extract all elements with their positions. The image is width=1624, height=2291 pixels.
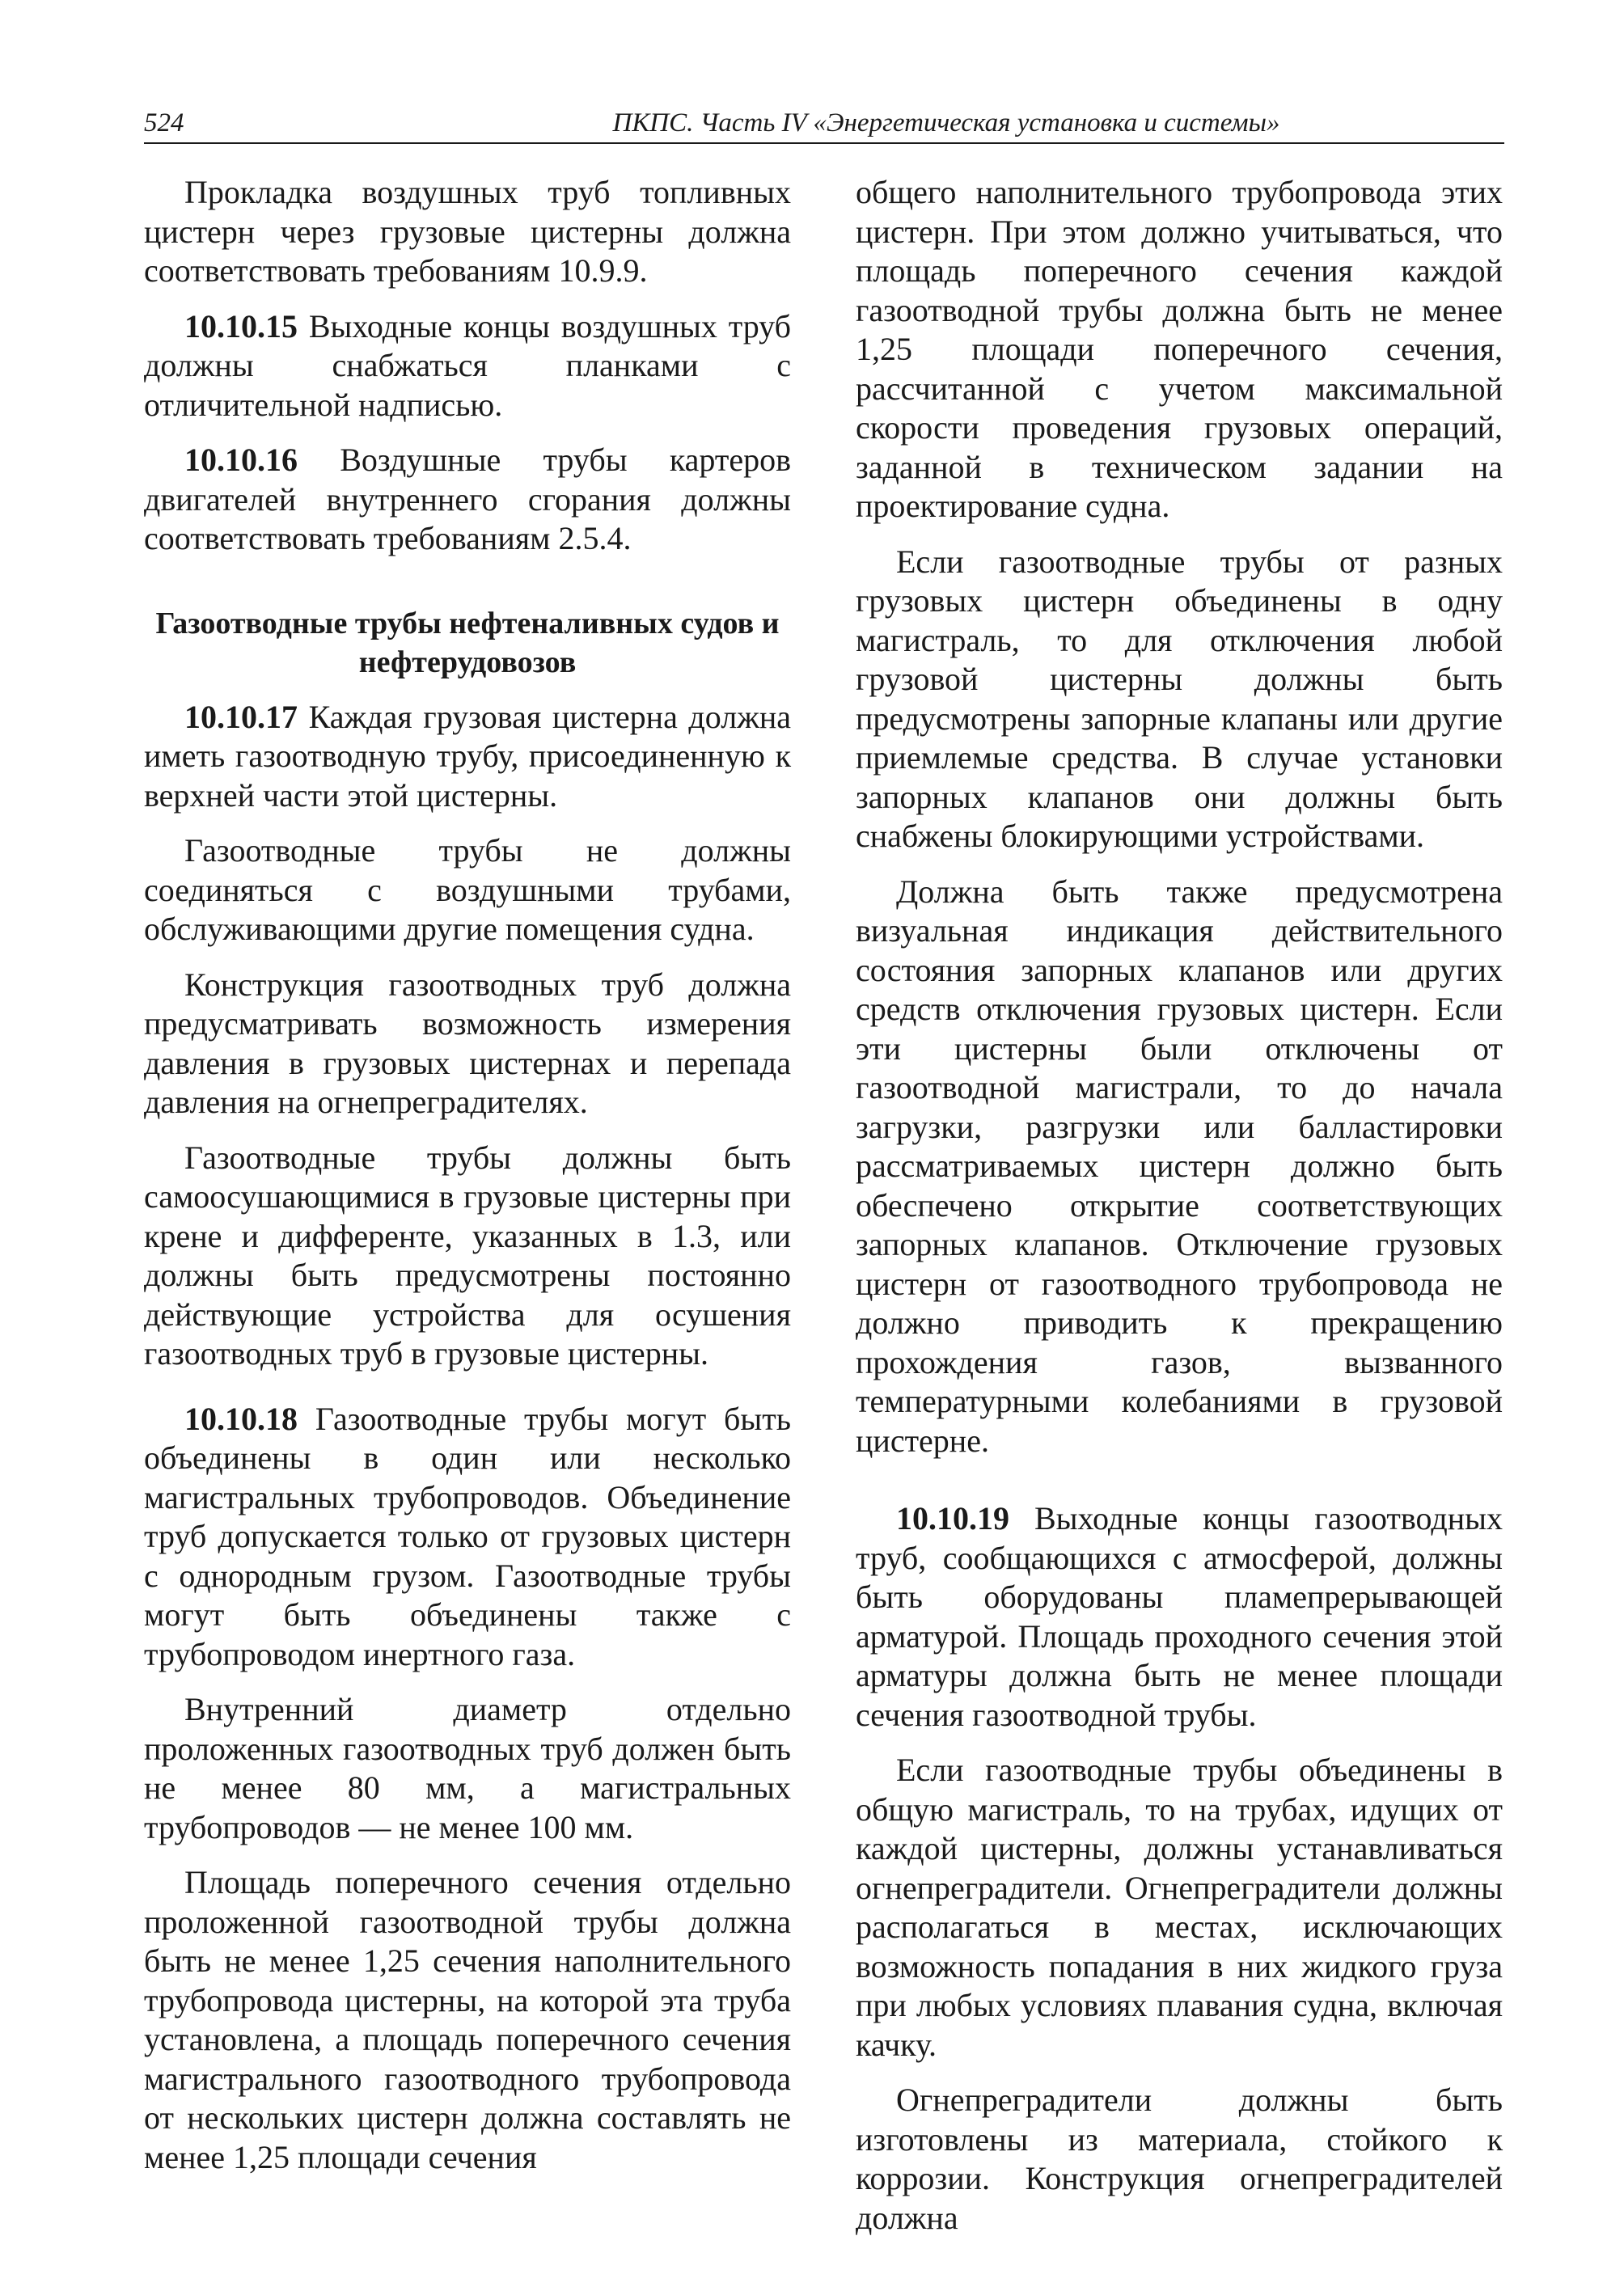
paragraph: Должна быть также предусмотрена визуальная индикация действительного состояния запорных клапанов или других средств отключения грузовых цистерн. Если эти цистерны были отключены от газоотводной магистрали, то до начала загрузки, разгрузки или балластировки рассматриваемых цистерн должно быть обеспечено открытие соответствующих запорных клапанов. Отключение грузовых цистерн от газоотводного трубопровода не должно приводить к прекращению прохождения газов, вызванного температурными колебаниями в грузовой цистерне. <box>856 873 1503 1459</box>
page-number: 524 <box>144 108 184 137</box>
clause-text: Каждая грузовая цистерна должна иметь газоотводную трубу, присоединенную к верхней части этой цистерны. <box>144 698 792 814</box>
paragraph: Прокладка воздушных труб топливных цистерн через грузовые цистерны должна соответствовать требованиям 10.9.9. <box>144 174 791 289</box>
paragraph: Конструкция газоотводных труб должна предусматривать возможность измерения давления в грузовых цистернах и перепада давления на огнепреградителях. <box>144 966 791 1120</box>
clause-10-10-16 <box>144 441 791 559</box>
paragraph: Огнепреградители должны быть изготовлены из материала, стойкого к коррозии. Конструкция огнепреградителей должна <box>856 2082 1503 2236</box>
clause-10-10-19 <box>856 1499 1503 1735</box>
clause-text: Выходные концы воздушных труб должны снабжаться планками с отличительной надписью. <box>144 307 791 423</box>
paragraph: Газоотводные трубы должны быть самоосушающимися в грузовые цистерны при крене и дифференте, указанных в 1.3, или должны быть предусмотрены постоянно действующие устройства для осушения газоотводных труб в грузовые цистерны. <box>144 1139 791 1372</box>
left-column <box>144 173 791 2177</box>
clause-10-10-18 <box>144 1400 791 1675</box>
section-heading: Газоотводные трубы нефтеналивных судов и нефтерудовозов <box>155 606 780 679</box>
paragraph: Если газоотводные трубы от разных грузовых цистерн объединены в одну магистраль, то для отключения любой грузовой цистерны должны быть предусмотрены запорные клапаны или другие приемлемые средства. В случае установки запорных клапанов они должны быть снабжены блокирующими устройствами. <box>856 543 1503 854</box>
clause-number: 10.10.16 <box>184 442 298 478</box>
clause-text: Воздушные трубы картеров двигателей внутреннего сгорания должны соответствовать требованиям 2.5.4. <box>144 442 792 556</box>
clause-number: 10.10.18 <box>184 1400 298 1437</box>
paragraph: Внутренний диаметр отдельно проложенных газоотводных труб должен быть не менее 80 мм, а магистральных трубопроводов — не менее 100 мм. <box>144 1691 791 1845</box>
paragraph: Если газоотводные трубы объединены в общую магистраль, то на трубах, идущих от каждой цистерны, должны устанавливаться огнепреградители. Огнепреградители должны располагаться в местах, исключающих возможность попадания в них жидкого груза при любых условиях плавания судна, включая качку. <box>856 1752 1503 2063</box>
paragraph: общего наполнительного трубопровода этих цистерн. При этом должно учитываться, что площадь поперечного сечения каждой газоотводной трубы должна быть не менее 1,25 площади поперечного сечения, рассчитанной с учетом максимальной скорости проведения грузовых операций, заданной в техническом задании на проектирование судна. <box>856 174 1503 524</box>
paragraph: Газоотводные трубы не должны соединяться с воздушными трубами, обслуживающими другие помещения судна. <box>144 832 791 947</box>
right-column <box>856 173 1503 2238</box>
clause-number: 10.10.15 <box>184 307 298 344</box>
running-header <box>144 104 1504 144</box>
clause-10-10-15 <box>144 307 791 425</box>
clause-10-10-17 <box>144 698 791 816</box>
paragraph: Площадь поперечного сечения отдельно проложенной газоотводной трубы должна быть не менее 1,25 сечения наполнительного трубопровода цистерны, на которой эта труба установлена, а площадь поперечного сечения магистрального газоотводного трубопровода от нескольких цистерн должна составлять не менее 1,25 площади сечения <box>144 1864 791 2175</box>
clause-text: Выходные концы газоотводных труб, сообщающихся с атмосферой, должны быть оборудованы пламепрерывающей арматурой. Площадь проходного сечения этой арматуры должна быть не менее площади сечения газоотводной трубы. <box>856 1500 1503 1733</box>
running-title: ПКПС. Часть IV «Энергетическая установка и системы» <box>612 108 1280 137</box>
clause-number: 10.10.19 <box>896 1500 1009 1536</box>
clause-number: 10.10.17 <box>184 698 298 735</box>
clause-text: Газоотводные трубы могут быть объединены в один или несколько магистральных трубопроводов. Объединение труб допускается только от грузовых цистерн с однородным грузом. Газоотводные трубы могут быть объединены также с трубопроводом инертного газа. <box>144 1400 792 1672</box>
